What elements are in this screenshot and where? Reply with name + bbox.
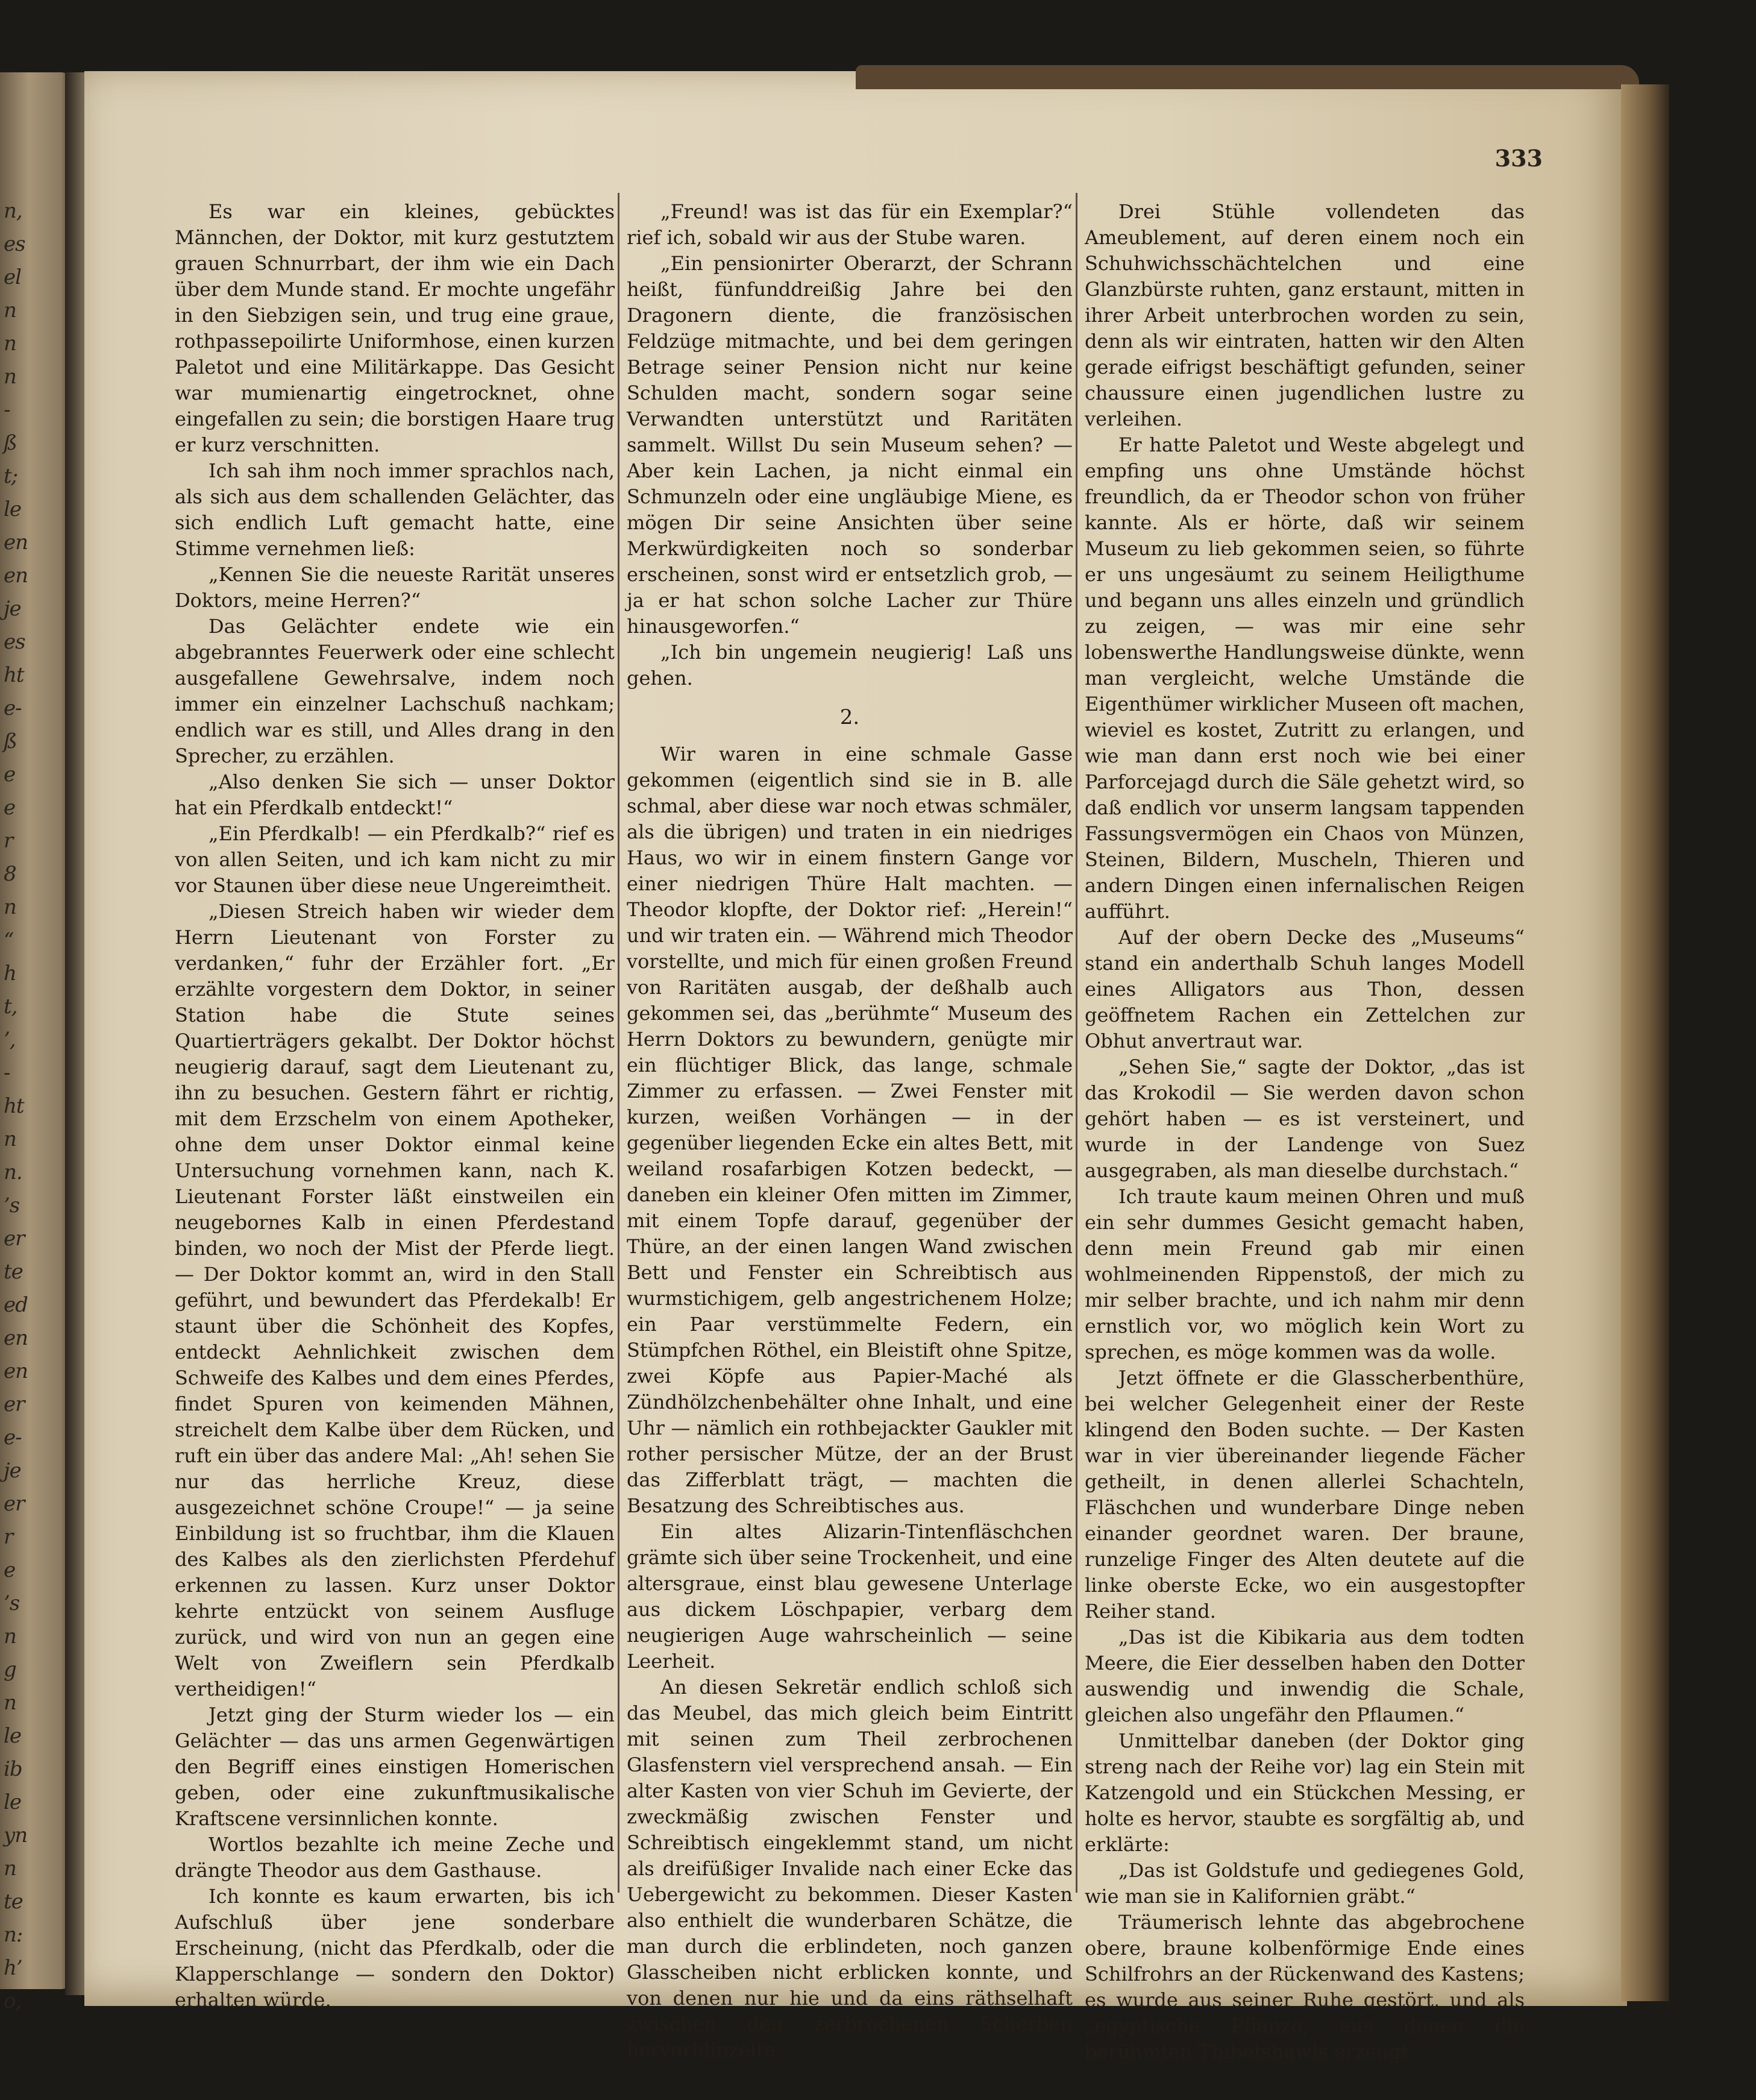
left-page-text-fragment: n [4, 332, 16, 356]
paragraph: „Sehen Sie,“ sagte der Doktor, „das ist das Krokodil — Sie werden davon schon gehört haben — es ist versteinert, und wurde in der Landenge von Suez ausgegraben, als man dieselbe durchstach.“ [1085, 1055, 1525, 1182]
left-page-text-fragment: n [4, 298, 16, 322]
left-page-text-fragment: es [4, 232, 25, 256]
column-rule [1076, 193, 1077, 1893]
left-page-text-fragment: en [4, 1359, 28, 1383]
left-page-text-fragment: ß [4, 431, 17, 455]
page-top-edge [856, 65, 1639, 89]
paragraph: „Also denken Sie sich — unser Doktor hat ein Pferdkalb entdeckt!“ [175, 770, 615, 819]
left-page-text-fragment: je [4, 597, 21, 621]
left-page-text-fragment: n: [4, 1923, 23, 1947]
left-page-text-fragment: o, [4, 1989, 22, 2013]
left-page-text-fragment: 8 [4, 862, 16, 886]
paragraph: Wortlos bezahlte ich meine Zeche und drängte Theodor aus dem Gasthause. [175, 1833, 615, 1882]
left-page-text-fragment: er [4, 1227, 25, 1251]
left-page-text-fragment: n [4, 365, 16, 389]
paragraph: Jetzt öffnete er die Glasscherbenthüre, bei welcher Gelegenheit einer der Reste klingend den Boden suchte. — Der Kasten war in vier übereinander liegende Fächer getheilt, in denen allerlei Schachteln, Fläschchen und wunderbare Dinge neben einander geordnet waren. Der braune, runzelige Finger des Alten deutete auf die linke oberste Ecke, wo ein ausgestopfter Reiher stand. [1085, 1366, 1525, 1623]
left-page-text-fragment: el [4, 265, 21, 289]
left-page-text-fragment: e [4, 762, 16, 787]
left-page-text-fragment: le [4, 1790, 21, 1814]
left-page-text-fragment: n [4, 1127, 16, 1151]
left-page-text-fragment: le [4, 1724, 21, 1748]
left-page-text-fragment: n [4, 1691, 16, 1715]
left-page-text-fragment: yn [4, 1823, 28, 1847]
paragraph: „Kennen Sie die neueste Rarität unseres Doktors, meine Herren?“ [175, 563, 615, 612]
left-page-text-fragment: n, [4, 199, 22, 223]
paragraph: „Freund! was ist das für ein Exemplar?“ rief ich, sobald wir aus der Stube waren. [627, 200, 1073, 249]
left-page-text-fragment: r [4, 829, 13, 853]
left-page-text-fragment: g [4, 1658, 16, 1682]
left-page-text-fragment: en [4, 1326, 28, 1350]
left-page-text-fragment: “ [4, 928, 14, 952]
left-page-text-fragment: ib [4, 1757, 22, 1781]
left-page-text-fragment: es [4, 630, 25, 654]
left-page-text-fragment: h’ [4, 1956, 22, 1980]
paragraph: „Das ist Goldstufe und gediegenes Gold, wie man sie in Kalifornien gräbt.“ [1085, 1859, 1525, 1908]
column-rule [618, 193, 619, 1893]
left-page-text-fragment: - [4, 1061, 10, 1085]
left-page-text-fragment: te [4, 1260, 23, 1284]
left-page-text-fragment: n [4, 895, 16, 919]
left-page-text-fragment: n [4, 1624, 16, 1649]
text-column-3 [1085, 199, 1525, 2065]
left-page-text-fragment: ß [4, 729, 17, 753]
left-page-text-fragment: je [4, 1459, 21, 1483]
left-page-text-fragment: r [4, 1525, 13, 1549]
left-page-text-fragment: en [4, 564, 28, 588]
paragraph: „Das ist die Kibikaria aus dem todten Meere, die Eier desselben haben den Dotter auswendig und inwendig die Schale, gleichen also ungefähr den Pflaumen.“ [1085, 1626, 1525, 1726]
left-page-text-fragment: t, [4, 995, 17, 1019]
left-page-text-fragment: te [4, 1890, 23, 1914]
left-page-text-fragment: e- [4, 1426, 22, 1450]
left-page-text-fragment: e [4, 796, 16, 820]
left-page-text-fragment: h [4, 961, 16, 986]
left-page-text-fragment: - [4, 398, 10, 422]
paragraph: Ich traute kaum meinen Ohren und muß ein sehr dummes Gesicht gemacht haben, denn mein Freund gab mir einen wohlmeinenden Rippenstoß, der mich zu mir selber brachte, und ich nahm mir denn ernstlich vor, wo möglich kein Wort zu sprechen, es möge kommen was da wolle. [1085, 1185, 1525, 1363]
left-page-edge [0, 72, 72, 2013]
paragraph: „Diesen Streich haben wir wieder dem Herrn Lieutenant von Forster zu verdanken,“ fuhr der Erzähler fort. „Er erzählte vorgestern dem Doktor, in seiner Station habe die Stute seines Quartierträgers gekalbt. Der Doktor höchst neugierig darauf, sagt dem Lieutenant zu, ihn zu besuchen. Gestern fährt er richtig, mit dem Erzschelm von einem Apotheker, ohne dem unser Doktor einmal keine Untersuchung vornehmen kann, nach K. Lieutenant Forster läßt einstweilen ein neugebornes Kalb in einen Pferdestand binden, wo noch der Mist der Pferde liegt. — Der Doktor kommt an, wird in den Stall geführt, und bewundert das Pferdekalb! Er staunt über die Schönheit des Kopfes, entdeckt Aehnlichkeit zwischen dem Schweife des Kalbes und dem eines Pferdes, findet Spuren von keimenden Mähnen, streichelt dem Kalbe über dem Rücken, und ruft ein über das andere Mal: „Ah! sehen Sie nur das herrliche Kreuz, diese ausgezeichnet schöne Croupe!“ — ja seine Einbildung ist so fruchtbar, ihm die Klauen des Kalbes als den zierlichsten Pferdehuf erkennen zu lassen. Kurz unser Doktor kehrte entzückt von seinem Ausfluge zurück, und wird von nun an gegen eine Welt von Zweiflern sein Pferdkalb vertheidigen!“ [175, 900, 615, 1700]
paragraph: „Ein pensionirter Oberarzt, der Schrann heißt, fünfunddreißig Jahre bei den Dragonern diente, die französischen Feldzüge mitmachte, und bei dem geringen Betrage seiner Pension nicht nur keine Schulden macht, sondern sogar seine Verwandten unterstützt und Raritäten sammelt. Willst Du sein Museum sehen? — Aber kein Lachen, ja nicht einmal ein Schmunzeln oder eine ungläubige Miene, es mögen Dir seine Ansichten über seine Merkwürdigkeiten noch so sonderbar erscheinen, sonst wird er entsetzlich grob, — ja er hat schon solche Lacher zur Thüre hinausgeworfen.“ [627, 252, 1073, 638]
left-page-text-fragment: n [4, 1856, 16, 1881]
left-page-text-fragment: er [4, 1492, 25, 1516]
paragraph: „Ich bin ungemein neugierig! Laß uns gehen. [627, 641, 1073, 690]
left-page-text-fragment: e [4, 1558, 16, 1582]
paragraph: Auf der obern Decke des „Museums“ stand ein anderthalb Schuh langes Modell eines Alligators aus Thon, dessen geöffnetem Rachen ein Zettelchen zur Obhut anvertraut war. [1085, 926, 1525, 1052]
text-column-2 [627, 199, 1073, 2063]
paragraph: Unmittelbar daneben (der Doktor ging streng nach der Reihe vor) lag ein Stein mit Katzengold und ein Stückchen Messing, er holte es hervor, staubte es sorgfältig ab, und erklärte: [1085, 1729, 1525, 1856]
paragraph: Es war ein kleines, gebücktes Männchen, der Doktor, mit kurz gestutztem grauen Schnurrbart, der ihm wie ein Dach über dem Munde stand. Er mochte ungefähr in den Siebzigen sein, und trug eine graue, rothpassepoilirte Uniformhose, einen kurzen Paletot und eine Militärkappe. Das Gesicht war mumienartig eingetrocknet, ohne eingefallen zu sein; die borstigen Haare trug er kurz verschnitten. [175, 200, 615, 456]
left-page-text-fragment: ed [4, 1293, 28, 1317]
section-number: 2. [839, 705, 860, 729]
paragraph: Ich konnte es kaum erwarten, bis ich Aufschluß über jene sonderbare Erscheinung, (nicht das Pferdkalb, oder die Klapperschlange — sondern den Doktor) erhalten würde. [175, 1885, 615, 2011]
left-page-text-fragment: n. [4, 1160, 22, 1184]
text-column-1 [175, 199, 615, 2013]
paragraph: Jetzt ging der Sturm wieder los — ein Gelächter — das uns armen Gegenwärtigen den Begriff eines einstigen Homerischen geben, oder eine zukunftmusikalische Kraftscene versinnlichen konnte. [175, 1703, 615, 1830]
left-page-text-fragment: e- [4, 696, 22, 720]
left-page-text-fragment: en [4, 530, 28, 555]
page-number: 333 [1494, 145, 1543, 172]
right-page-edge [1621, 84, 1669, 2001]
paragraph: Ein altes Alizarin-Tintenfläschchen grämte sich über seine Trockenheit, und eine altersgraue, einst blau gewesene Unterlage aus dickem Löschpapier, verbarg dem neugierigen Auge wahrscheinlich — seine Leerheit. [627, 1520, 1073, 1673]
paragraph: An diesen Sekretär endlich schloß sich das Meubel, das mich gleich beim Eintritt mit seinen zum Theil zerbrochenen Glasfenstern viel versprechend ansah. — Ein alter Kasten von vier Schuh im Gevierte, der zweckmäßig zwischen Fenster und Schreibtisch eingeklemmt stand, um nicht als dreifüßiger Invalide nach einer Ecke das Uebergewicht zu bekommen. Dieser Kasten also enthielt die wunderbaren Schätze, die man durch die erblindeten, noch ganzen Glasscheiben nicht erblicken konnte, und von denen nur hie und da eins räthselhaft zwischen den zerbrochenen Scherben hervorblinzelte. [627, 1676, 1073, 2061]
paragraph: Ich sah ihm noch immer sprachlos nach, als sich aus dem schallenden Gelächter, das sich endlich Luft gemacht hatte, eine Stimme vernehmen ließ: [175, 459, 615, 560]
left-page-text-fragment: er [4, 1392, 25, 1416]
paragraph: Wir waren in eine schmale Gasse gekommen (eigentlich sind sie in B. alle schmal, aber diese war noch etwas schmäler, als die übrigen) und traten in ein niedriges Haus, wo wir in einem finstern Gange vor einer niedrigen Thüre Halt machten. — Theodor klopfte, der Doktor rief: „Herein!“ und wir traten ein. — Während mich Theodor vorstellte, und mich für einen großen Freund von Raritäten ausgab, der deßhalb auch gekommen sei, das „berühmte“ Museum des Herrn Doktors zu bewundern, genügte mir ein flüchtiger Blick, das lange, schmale Zimmer zu erfassen. — Zwei Fenster mit kurzen, weißen Vorhängen — in der gegenüber liegenden Ecke ein altes Bett, mit weiland rosafarbigen Kotzen bedeckt, — daneben ein kleiner Ofen mitten im Zimmer, mit einem Topfe darauf, gegenüber der Thüre, an der einen langen Wand zwischen Bett und Fenster ein Schreibtisch aus wurmstichigem, gelb angestrichenem Holze; ein Paar verstümmelte Federn, ein Stümpfchen Röthel, ein Bleistift ohne Spitze, zwei Köpfe aus Papier-Maché als Zündhölzchenbehälter ohne Inhalt, und eine Uhr — nämlich ein rothbejackter Gaukler mit rother persischer Mütze, der an der Brust das Zifferblatt trägt, — machten die Besatzung des Schreibtisches aus. [627, 743, 1073, 1517]
left-page-text-fragment: ht [4, 663, 24, 687]
left-page-text-fragment: ht [4, 1094, 24, 1118]
left-page-text-fragment: ’s [4, 1591, 20, 1615]
left-page-text-fragment: ’, [4, 1028, 16, 1052]
left-page-text-fragment: le [4, 497, 21, 521]
left-page-text-fragment: ’s [4, 1193, 20, 1218]
paragraph: Träumerisch lehnte das abgebrochene obere, braune kolbenförmige Ende eines Schilfrohrs an der Rückenwand des Kastens; es wurde aus seiner Ruhe gestört, und als „egyptische Pflanze, aus denen die berühmten Thibetshawls erzeugt [1085, 1911, 1525, 2063]
paragraph: Drei Stühle vollendeten das Ameublement, auf deren einem noch ein Schuhwichsschächtelchen und eine Glanzbürste ruhten, ganz erstaunt, mitten in ihrer Arbeit unterbrochen worden zu sein, denn als wir eintraten, hatten wir den Alten gerade eifrigst beschäftigt gefunden, seiner chaussure einen jugendlichen lustre zu verleihen. [1085, 200, 1525, 430]
paragraph: Das Gelächter endete wie ein abgebranntes Feuerwerk oder eine schlecht ausgefallene Gewehrsalve, indem noch immer ein einzelner Lachschuß nachkam; endlich war es still, und Alles drang in den Sprecher, zu erzählen. [175, 615, 615, 767]
left-page-text-fragment: t; [4, 464, 18, 488]
paragraph: „Ein Pferdkalb! — ein Pferdkalb?“ rief es von allen Seiten, und ich kam nicht zu mir vor Staunen über diese neue Ungereimtheit. [175, 822, 615, 897]
paragraph: Er hatte Paletot und Weste abgelegt und empfing uns ohne Umstände höchst freundlich, da er Theodor schon von früher kannte. Als er hörte, daß wir seinem Museum zu lieb gekommen seien, so führte er uns ungesäumt zu seinem Heiligthume und begann uns alles einzeln und gründlich zu zeigen, — was mir eine sehr lobenswerthe Handlungsweise dünkte, wenn man vergleicht, welche Umstände die Eigenthümer wirklicher Museen oft machen, wieviel es kostet, Zutritt zu erlangen, und wie man dann erst noch wie bei einer Parforcejagd durch die Säle gehetzt wird, so daß endlich vor unserm langsam tappenden Fassungsvermögen ein Chaos von Münzen, Steinen, Bildern, Muscheln, Thieren und andern Dingen einen infernalischen Reigen aufführt. [1085, 433, 1525, 923]
